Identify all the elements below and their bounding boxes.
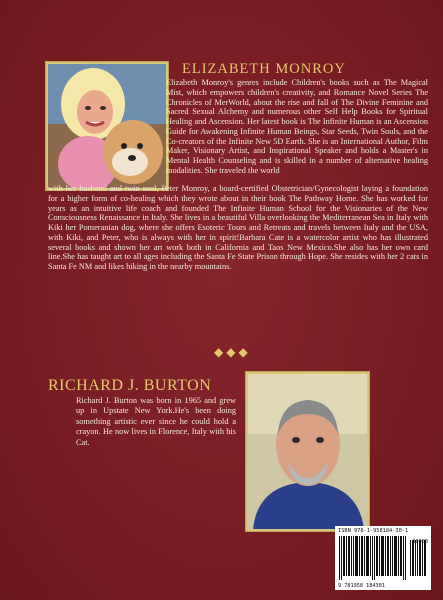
author-photo-richard <box>246 372 369 531</box>
author-bio-elizabeth: Elizabeth Monroy's genres include Children's books such as The Magical Mist, which empowers children's creativity, and Romance Novel Series The Chronicles of MerWorld, about the rise and fall of The Divine Feminine and Sacred Sexual Alchemy and numerous other Self Help Books for Spiritual Healing and Ascension. Her latest book is The Infinite Human is an Ascension Guide for Awakening Infinite Human Beings, Star Seeds, Twin Souls, and the Co-creators of the Infinite New 5D Earth. She is an International Author, Film Maker, Visionary Artist, and Inspirational Speaker and holds a Master's in Mental Health Counseling and is skilled in a number of alternative healing modalities. She traveled the world <box>166 78 428 175</box>
portrait-woman-with-dog-image <box>48 64 166 188</box>
isbn-number: ISBN 978-1-958184-30-1 <box>338 528 409 534</box>
isbn-label <box>338 528 430 534</box>
author-bio-elizabeth-continued: with her husband and twin soul, Peter Monroy, a board-certified Obstetrician/Gynecologist laying a foundation for a higher form of co-healing which they wrote about in their book The Pathway Home. She has worked for years as an intuitive life coach and founded The Infinite Human School for the Visionaries of the New Consciousness Renaissance in Italy. She lives in a beautiful Villa overlooking the Mediterranean Sea in Italy with Kiki her Pomeranian dog, where she offers Esoteric Tours and Retreats and travels between Italy and the USA, with Kiki, and Peter, who is always with her in spirit!Barbara Cate is a watercolor artist who has illustrated several books and shown her art work both in California and Taos New Mexico.She also has her own card line.She has taught art to all ages including the Santa Fe State Prison through Hope. She resides with her 2 cats in Santa Fe NM and likes hiking in the nearby mountains. <box>48 184 428 271</box>
author-name-richard: RICHARD J. BURTON <box>48 377 212 394</box>
barcode-digit-text: 9 781958 184301 <box>338 583 385 589</box>
isbn-barcode <box>335 526 431 590</box>
barcode-digits <box>338 539 430 589</box>
author-bio-richard: Richard J. Burton was born in 1965 and grew up in Upstate New York.He's been doing something artistic ever since he could hold a crayon. He now lives in Florence, Italy with his Cat. <box>76 396 236 447</box>
author-photo-elizabeth <box>46 62 168 190</box>
price-code: 90000 <box>412 539 428 545</box>
section-divider-diamonds: ◆◆◆ <box>214 345 251 359</box>
portrait-man-image <box>248 374 367 529</box>
author-name-elizabeth: ELIZABETH MONROY <box>182 61 346 77</box>
